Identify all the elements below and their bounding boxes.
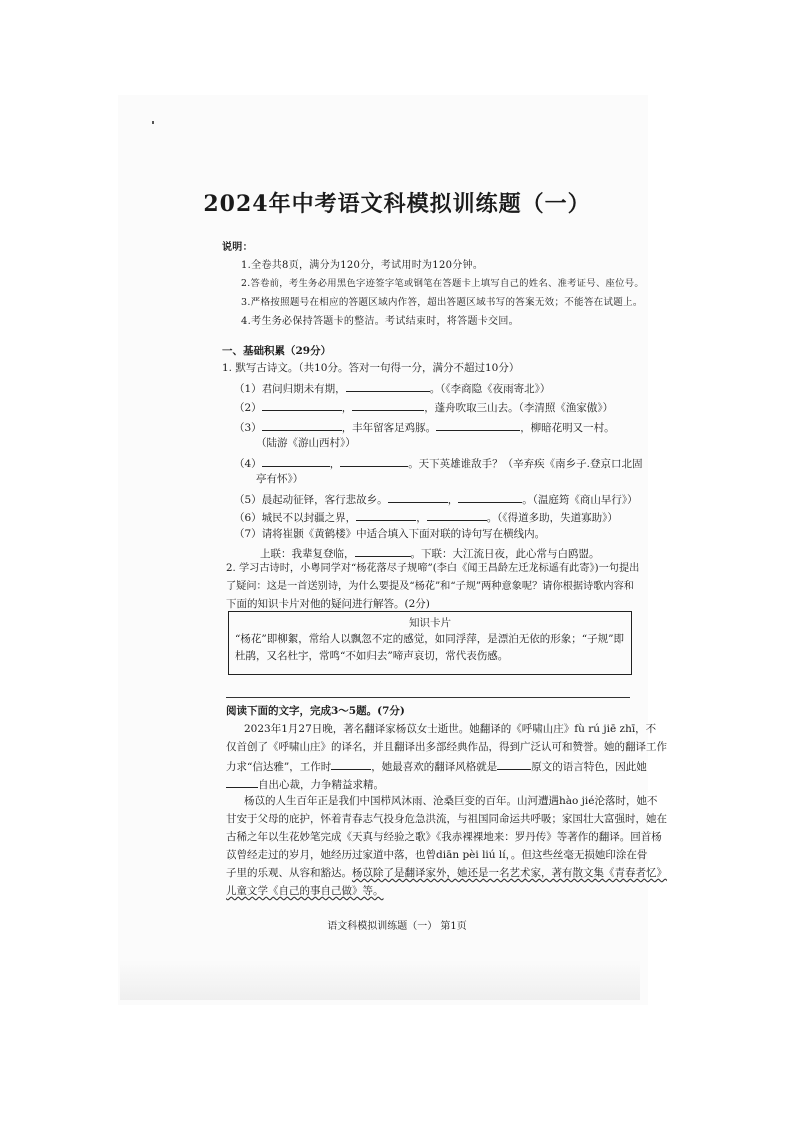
q1-item-7-couplet: 上联：我辈复登临， 。下联：大江流日夜，此心常与白鸥盟。 <box>260 545 600 561</box>
scan-shadow <box>120 960 640 1000</box>
reading-line-with-blanks: 力求“信达雅”，工作时 ，她最喜欢的翻译风格就是 原文的语言特色，因此她 <box>226 758 647 774</box>
q1-item-3: （3） ，丰年留客足鸡豚。 ，柳暗花明又一村。 <box>234 419 615 435</box>
q1-item-5: （5）晨起动征铎，客行悲故乡。 ， 。（温庭筠《商山早行》） <box>234 491 638 507</box>
scan-speck <box>152 121 154 124</box>
q1-item-1: （1）君问归期未有期， 。（《李商隐《夜雨寄北》） <box>234 380 550 396</box>
reading-line: 仅首创了《呼啸山庄》的译名，并且翻译出多部经典作品，得到广泛认可和赞誉。她的翻译工作 <box>226 741 667 753</box>
answer-line <box>226 697 630 698</box>
reading-line: 2023年1月27日晚，著名翻译家杨苡女士逝世。她翻译的《呼啸山庄》fù rú jiē zhī，不 <box>244 723 657 735</box>
instructions-heading: 说明： <box>222 242 253 253</box>
question-1-stem: 1. 默写古诗文。（共10分。答对一句得一分，满分不超过10分） <box>222 362 520 374</box>
q1-item-2: （2） ， ，蓬舟吹取三山去。（李清照《渔家傲》） <box>234 399 613 415</box>
section-heading: 一、基础积累（29分） <box>222 345 332 357</box>
knowledge-card-title: 知识卡片 <box>409 617 451 629</box>
instruction-item: 3.严格按照题号在相应的答题区域内作答，超出答题区域书写的答案无效；不能答在试题上。 <box>241 297 643 308</box>
reading-line-with-blank: 自出心裁，力争精益求精。 <box>226 776 384 792</box>
q1-item-4-source: 亭有怀》） <box>256 473 304 485</box>
page-title: 2024年中考语文科模拟训练题（一） <box>203 191 591 217</box>
knowledge-card <box>228 611 632 675</box>
question-2-line: 下面的知识卡片对他的疑问进行解答。(2分) <box>226 598 430 610</box>
page-footer: 语文科模拟训练题（一） 第1页 <box>327 921 467 932</box>
q1-item-6: （6）城民不以封疆之界， ， 。（《得道多助，失道寡助》） <box>234 509 618 525</box>
question-2-line: 2. 学习古诗时，小粤同学对“杨花落尽子规啼”(李白《闻王昌龄左迁龙标遥有此寄》)一句提出 <box>226 563 640 574</box>
instruction-item: 4.考生务必保持答题卡的整洁。考试结束时，将答题卡交回。 <box>241 316 519 327</box>
reading-line: 儿童文学《自己的事自己做》等。 <box>226 885 384 897</box>
q1-item-4: （4） ， 。天下英雄谁敌手？（辛弃疾《南乡子.登京口北固 <box>234 455 643 471</box>
reading-heading: 阅读下面的文字，完成3～5题。(7分) <box>226 705 405 717</box>
reading-line: 苡曾经走过的岁月，她经历过家道中落，也曾diān pèi liú lí，。但这些丝毫无损她印涂在骨 <box>226 849 648 861</box>
reading-line: 甘安于父母的庇护，怀着青春志气投身危急洪流，与祖国同命运共呼吸；家国壮大富强时，她在 <box>226 813 667 825</box>
question-2-line: 了疑问：这是一首送别诗，为什么要提及“杨花”和“子规”两种意象呢？请你根据诗歌内容和 <box>226 581 634 592</box>
q1-item-3-source: （陆游《游山西村》） <box>256 437 356 449</box>
reading-line: 杨苡的人生百年正是我们中国栉风沐雨、沧桑巨变的百年。山河遭遇hào jié沦落时，她不 <box>244 795 658 807</box>
instruction-item: 2.答卷前，考生务必用黑色字迹签字笔或钢笔在答题卡上填写自己的姓名、准考证号、座位号。 <box>241 278 644 289</box>
reading-line: 古稀之年以生花妙笔完成《天真与经验之歌》《我赤裸裸地来：罗丹传》等著作的翻译。回首杨 <box>226 831 662 843</box>
q1-item-7: （7）请将崔颢《黄鹤楼》中适合填入下面对联的诗句写在横线内。 <box>234 528 546 540</box>
reading-line: 子里的乐观、从容和豁达。杨苡除了是翻译家外，她还是一名艺术家，著有散文集《青春者忆》 <box>226 867 667 879</box>
knowledge-card-text: “杨花”即柳絮，常给人以飘忽不定的感觉，如同浮萍，是漂泊无依的形象；“子规”即杜鹃，又名杜宇，常鸣“不如归去”啼声哀切，常代表伤感。 <box>235 633 624 662</box>
instruction-item: 1.全卷共8页，满分为120分，考试用时为120分钟。 <box>241 260 484 271</box>
